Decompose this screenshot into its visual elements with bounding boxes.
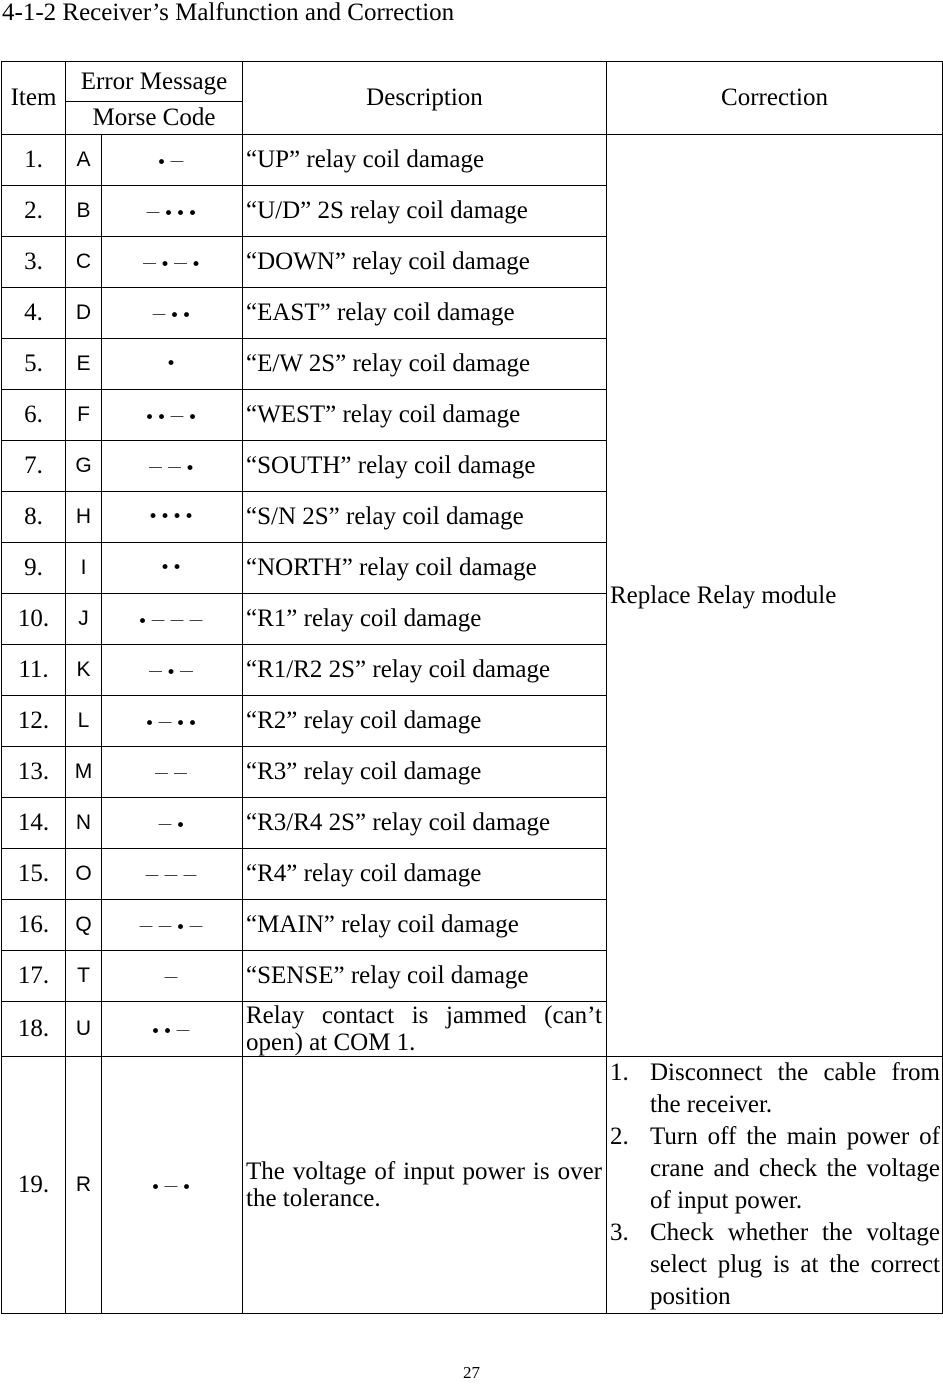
description: “U/D” 2S relay coil damage [243, 186, 607, 237]
item-number: 12. [2, 696, 66, 747]
description: “MAIN” relay coil damage [243, 900, 607, 951]
item-number: 1. [2, 135, 66, 186]
description: “R1/R2 2S” relay coil damage [243, 645, 607, 696]
morse-code: －•－• [102, 237, 243, 288]
item-number: 7. [2, 441, 66, 492]
correction-steps [607, 1057, 943, 1314]
description: “S/N 2S” relay coil damage [243, 492, 607, 543]
item-number: 19. [2, 1057, 66, 1314]
error-letter: M [66, 747, 102, 798]
error-letter: U [66, 1002, 102, 1057]
morse-code: ••－• [102, 390, 243, 441]
description: “WEST” relay coil damage [243, 390, 607, 441]
description: “SOUTH” relay coil damage [243, 441, 607, 492]
error-letter: T [66, 951, 102, 1002]
error-letter: N [66, 798, 102, 849]
error-letter: L [66, 696, 102, 747]
morse-code: •• [102, 543, 243, 594]
shared-correction: Replace Relay module [607, 135, 943, 1057]
item-number: 3. [2, 237, 66, 288]
error-letter: E [66, 339, 102, 390]
error-letter: A [66, 135, 102, 186]
item-number: 8. [2, 492, 66, 543]
morse-code: •－－－ [102, 594, 243, 645]
item-number: 2. [2, 186, 66, 237]
description: “UP” relay coil damage [243, 135, 607, 186]
item-number: 15. [2, 849, 66, 900]
error-letter: K [66, 645, 102, 696]
item-number: 17. [2, 951, 66, 1002]
header-error-message: Error Message [66, 62, 243, 102]
morse-code: －－• [102, 441, 243, 492]
morse-code: •－ [102, 135, 243, 186]
morse-code: －• [102, 798, 243, 849]
description: “DOWN” relay coil damage [243, 237, 607, 288]
morse-code: －－ [102, 747, 243, 798]
description: “R3/R4 2S” relay coil damage [243, 798, 607, 849]
error-letter: G [66, 441, 102, 492]
description: “R4” relay coil damage [243, 849, 607, 900]
error-letter: F [66, 390, 102, 441]
morse-code: • [102, 339, 243, 390]
error-letter: D [66, 288, 102, 339]
error-letter: I [66, 543, 102, 594]
morse-code: － [102, 951, 243, 1002]
description: “NORTH” relay coil damage [243, 543, 607, 594]
step-text: Turn off the main power of crane and check the voltage of input power. [650, 1123, 940, 1214]
step-text: Disconnect the cable from the receiver. [650, 1059, 940, 1118]
header-correction: Correction [607, 62, 943, 135]
error-letter: O [66, 849, 102, 900]
item-number: 4. [2, 288, 66, 339]
morse-code: －•－ [102, 645, 243, 696]
description: “E/W 2S” relay coil damage [243, 339, 607, 390]
description: “R2” relay coil damage [243, 696, 607, 747]
description: “R1” relay coil damage [243, 594, 607, 645]
list-item [610, 1057, 942, 1121]
error-letter: Q [66, 900, 102, 951]
morse-code: •••• [102, 492, 243, 543]
steps-list [610, 1057, 942, 1313]
item-number: 14. [2, 798, 66, 849]
header-item: Item [2, 62, 66, 135]
table-row [2, 135, 943, 186]
item-number: 18. [2, 1002, 66, 1057]
morse-code: －－－ [102, 849, 243, 900]
page-title: 4-1-2 Receiver’s Malfunction and Correction [2, 0, 455, 26]
error-letter: R [66, 1057, 102, 1314]
description: Relay contact is jammed (can’t open) at COM 1. [243, 1002, 607, 1057]
error-letter: J [66, 594, 102, 645]
morse-code: －－•－ [102, 900, 243, 951]
list-item [610, 1121, 942, 1217]
table-row [2, 1057, 943, 1314]
morse-code: •－•• [102, 696, 243, 747]
malfunction-table [1, 61, 943, 1314]
error-letter: C [66, 237, 102, 288]
step-number: 2. [610, 1123, 629, 1150]
description: “EAST” relay coil damage [243, 288, 607, 339]
item-number: 5. [2, 339, 66, 390]
step-text: Check whether the voltage select plug is at the correct position [650, 1219, 940, 1310]
item-number: 16. [2, 900, 66, 951]
header-morse-code: Morse Code [66, 102, 243, 135]
item-number: 13. [2, 747, 66, 798]
header-description: Description [243, 62, 607, 135]
list-item [610, 1217, 942, 1313]
error-letter: H [66, 492, 102, 543]
morse-code: －••• [102, 186, 243, 237]
item-number: 10. [2, 594, 66, 645]
morse-code: •－• [102, 1057, 243, 1314]
item-number: 6. [2, 390, 66, 441]
description: “SENSE” relay coil damage [243, 951, 607, 1002]
item-number: 11. [2, 645, 66, 696]
description: The voltage of input power is over the tolerance. [243, 1057, 607, 1314]
step-number: 3. [610, 1219, 629, 1246]
description: “R3” relay coil damage [243, 747, 607, 798]
item-number: 9. [2, 543, 66, 594]
morse-code: －•• [102, 288, 243, 339]
morse-code: ••－ [102, 1002, 243, 1057]
step-number: 1. [610, 1059, 629, 1086]
error-letter: B [66, 186, 102, 237]
page-number: 27 [463, 1363, 480, 1382]
